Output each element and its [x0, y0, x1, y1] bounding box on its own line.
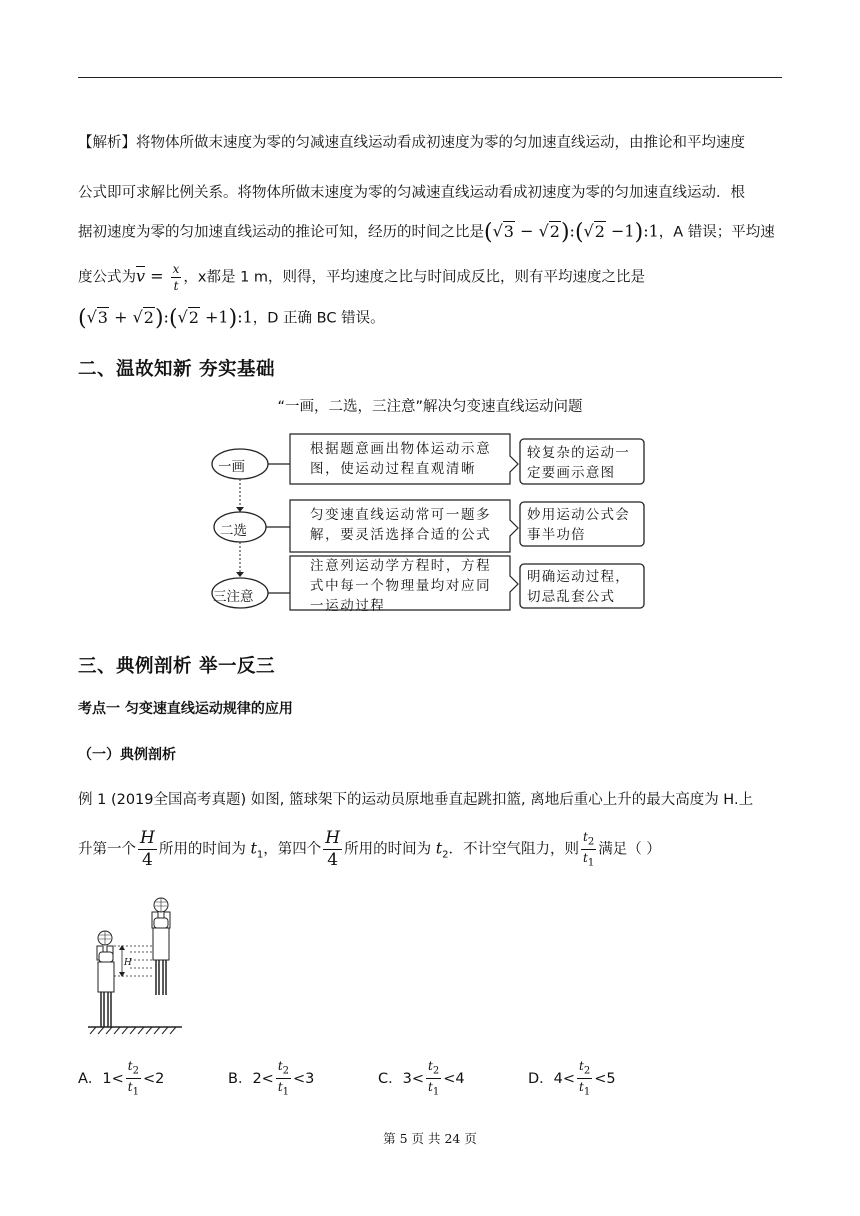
section-3-title: 三、典例剖析 举一反三 [78, 656, 275, 677]
diagram-caption: “一画，二选，三注意”解决匀变速直线运动问题 [277, 399, 583, 415]
basketball-jump-figure [86, 890, 186, 1035]
header-rule [78, 77, 782, 78]
option-c[interactable]: C．3< $\frac{t_2}{t_1}$ <4 [378, 1059, 465, 1098]
side-text-step-3: 明确运动过程， 切忌乱套公式 [527, 569, 630, 605]
tag-step-1: 一画 [218, 459, 245, 475]
analysis-line-1: 【解析】将物体所做末速度为零的匀减速直线运动看成初速度为零的匀加速直线运动，由推论和平均速度 [78, 135, 745, 151]
sub-heading: （一）典例剖析 [78, 747, 176, 763]
option-a[interactable]: A．1< $\frac{t_2}{t_1}$ <2 [78, 1059, 165, 1098]
option-b[interactable]: B．2< $\frac{t_2}{t_1}$ <3 [228, 1059, 315, 1098]
tag-step-3: 三注意 [213, 589, 254, 605]
section-2-title: 二、温故知新 夯实基础 [78, 359, 275, 380]
figure-height-label: H [124, 958, 132, 968]
tag-step-2: 二选 [220, 523, 247, 539]
side-text-step-1: 较复杂的运动一 定要画示意图 [527, 445, 630, 481]
page-footer: 第 5 页 共 24 页 [383, 1131, 477, 1146]
main-text-step-1: 根据题意画出物体运动示意 图，使运动过程直观清晰 [310, 441, 492, 477]
kaodian-heading: 考点一 匀变速直线运动规律的应用 [78, 701, 293, 717]
analysis-line-4: 度公式为$\overline{v}$ = $\frac{x}{t}$ ，x都是 1 m，则得，平均速度之比与时间成反比，则有平均速度之比是 [78, 262, 646, 293]
analysis-line-5: (√3 + √2):(√2 +1):1，D 正确 BC 错误。 [78, 306, 385, 331]
main-text-step-2: 匀变速直线运动常可一题多 解，要灵活选择合适的公式 [310, 507, 492, 543]
analysis-line-2: 公式即可求解比例关系。将物体所做末速度为零的匀减速直线运动看成初速度为零的匀加速直线运动．根 [78, 185, 745, 201]
question-line-2: 升第一个 $\frac{H}{4}$ 所用的时间为 $t_1$，第四个 $\frac{H}{4}$ 所用的时间为 $t_2$．不计空气阻力，则 $\frac{t_2}{t_1}$ 满足（ ） [78, 828, 661, 870]
side-text-step-2: 妙用运动公式会 事半功倍 [527, 507, 630, 543]
analysis-line-3: 据初速度为零的匀加速直线运动的推论可知，经历的时间之比是(√3 − √2):(√2 −1):1，A 错误；平均速 [78, 220, 775, 245]
question-line-1: 例 1 (2019全国高考真题) 如图, 篮球架下的运动员原地垂直起跳扣篮, 离地后重心上升的最大高度为 H.上 [78, 792, 754, 808]
option-d[interactable]: D．4< $\frac{t_2}{t_1}$ <5 [528, 1059, 616, 1098]
main-text-step-3: 注意列运动学方程时，方程 式中每一个物理量均对应同 一运动过程 [310, 558, 492, 614]
